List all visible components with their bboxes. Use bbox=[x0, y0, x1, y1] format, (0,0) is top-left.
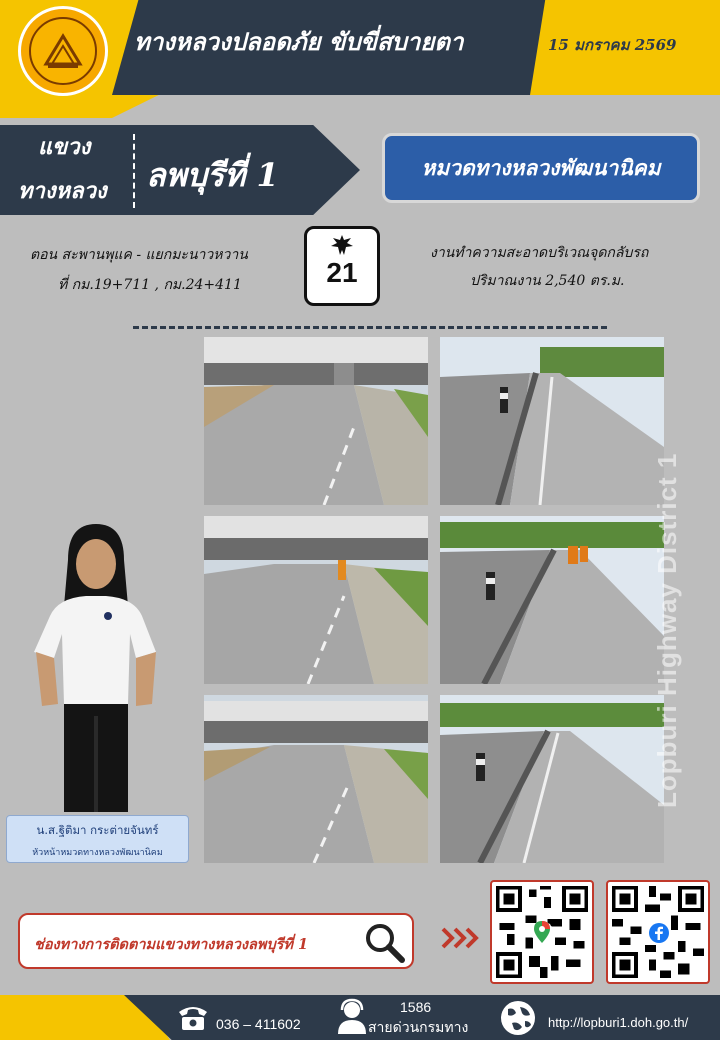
district-watermark: Lopburi Highway District 1 bbox=[652, 452, 682, 808]
facebook-icon bbox=[648, 922, 670, 944]
section-divider bbox=[133, 326, 607, 329]
work-quantity: ปริมาณงาน 2,540 ตร.ม. bbox=[470, 273, 625, 289]
work-description: งานทำความสะอาดบริเวณจุดกลับรถ bbox=[430, 245, 649, 261]
section-line2: ที่ กม.19+711 , กม.24+411 bbox=[58, 277, 242, 293]
work-photo-3 bbox=[204, 516, 428, 684]
call-agent-icon bbox=[336, 998, 368, 1036]
work-photo-2 bbox=[440, 337, 664, 505]
follow-channels-bar[interactable] bbox=[18, 913, 414, 969]
hotline-label: สายด่วนกรมทาง bbox=[368, 1020, 469, 1036]
website-link[interactable]: http://lopburi1.doh.go.th/ bbox=[548, 1015, 689, 1030]
page-title: ทางหลวงปลอดภัย ขับขี่สบายตา bbox=[134, 27, 464, 56]
search-icon[interactable] bbox=[362, 920, 406, 964]
globe-icon bbox=[498, 999, 538, 1037]
garuda-icon bbox=[329, 233, 355, 257]
doh-emblem-icon bbox=[18, 6, 108, 96]
google-maps-icon bbox=[532, 920, 552, 944]
hotline-number[interactable]: 1586 bbox=[400, 999, 432, 1015]
work-photo-1 bbox=[204, 337, 428, 505]
staff-portrait bbox=[24, 520, 166, 816]
work-photo-5 bbox=[204, 695, 428, 863]
staff-name: น.ส.ฐิติมา กระต่ายจันทร์ bbox=[36, 823, 159, 837]
unit-name: หมวดทางหลวงพัฒนานิคม bbox=[421, 154, 661, 180]
chevron-right-icon bbox=[440, 926, 480, 950]
district-divider bbox=[133, 134, 135, 208]
work-photo-4 bbox=[440, 516, 664, 684]
unit-name-box bbox=[382, 133, 700, 203]
route-number-sign bbox=[304, 226, 380, 306]
staff-name-card bbox=[6, 815, 189, 863]
district-label-line2: ทางหลวง bbox=[18, 178, 107, 204]
report-date: 15 มกราคม 2569 bbox=[548, 36, 677, 54]
district-label-line1: แขวง bbox=[38, 134, 91, 160]
district-name: ลพบุรีที่ 1 bbox=[146, 156, 279, 194]
follow-channels-text: ช่องทางการติดตามแขวงทางหลวงลพบุรีที่ 1 bbox=[34, 936, 309, 953]
route-number: 21 bbox=[326, 257, 358, 288]
staff-position: หัวหน้าหมวดทางหลวงพัฒนานิคม bbox=[32, 848, 163, 858]
contact-phone[interactable]: 036 – 411602 bbox=[216, 1016, 301, 1032]
section-line1: ตอน สะพานพุแค - แยกมะนาวหวาน bbox=[30, 247, 248, 263]
work-photo-6 bbox=[440, 695, 664, 863]
phone-icon bbox=[176, 1002, 210, 1032]
